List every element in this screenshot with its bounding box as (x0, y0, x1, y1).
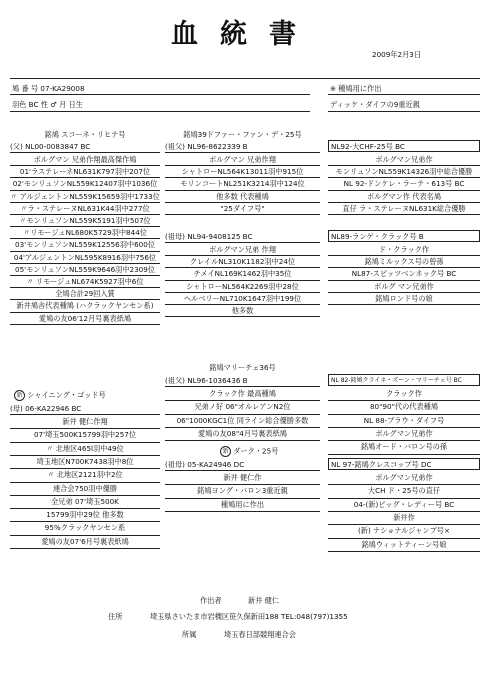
divider (10, 177, 160, 178)
record-line: NL 88-ブラウ・ダイフ号 (363, 415, 445, 425)
divider (165, 177, 320, 178)
record-line: 02'モンリュソンNL559K12407羽中1036位 (12, 179, 158, 189)
record-line: NL87-スピッツベンネック号 BC (351, 269, 457, 279)
new-badge-icon: 新 (220, 446, 231, 457)
divider (10, 165, 160, 166)
divider (10, 521, 160, 522)
record-line: 新井鳩舎代表種鳩 (ハクラックヤンセン系) (16, 301, 154, 311)
divider (165, 255, 320, 256)
record-line: モンリュソンNL559K14326羽中総合優勝 (335, 167, 473, 177)
record-line: NL 92-ドンケレ・ラーテ・613号 BC (343, 179, 465, 189)
sire-name: 銘鳩 スコーネ・リヒテ号 (44, 130, 126, 139)
dam-sire-ring: (祖父) NL96-1036436 B (165, 376, 248, 385)
org-label: 所属 (182, 630, 197, 639)
divider (10, 535, 160, 536)
divider (328, 498, 480, 499)
divider (328, 292, 480, 293)
record-line: 〃 リモージュNL674K5927羽中6位 (26, 277, 144, 286)
record-line: 04-(新)ビッグ・レディー号 BC (353, 499, 455, 509)
divider (10, 455, 160, 456)
divider (328, 414, 480, 415)
divider (165, 165, 320, 166)
divider (165, 242, 320, 243)
divider (165, 304, 320, 305)
record-line: 05'モンリュソンNL559K9646羽中2309位 (15, 264, 155, 274)
record-line: ボルグマン兄弟作 (375, 473, 433, 482)
record-line: 銘鳩ヨング・バロン3重近親 (197, 486, 288, 496)
record-line: シャトローNL564K2269羽中28位 (186, 281, 299, 291)
record-line: 〃ラ・ステレーヌNL631K44羽中277位 (20, 203, 150, 213)
divider (10, 78, 480, 79)
record-line: 全兄弟 07'埼玉500K (51, 496, 119, 506)
divider (10, 251, 160, 252)
divider (165, 152, 320, 153)
record-line: 銘鳩ロンド号の娘 (375, 293, 433, 303)
dam-dam-name-row (220, 446, 278, 457)
record-line: ド・クラック作 (378, 245, 430, 254)
record-line: 兄弟ノ好 06"オルレアンN2位 (194, 402, 291, 412)
divider (165, 427, 320, 428)
ggp3-ring: NL 82-銘鳩クライネ・ズーン・マリーチェ号 BC (331, 377, 462, 384)
document-title: 血統書 (171, 19, 318, 50)
divider (328, 190, 480, 191)
record-line: 大CH ド・25号の直仔 (367, 486, 441, 496)
record-line: 新井 健仁作翔 (62, 417, 108, 426)
divider (328, 400, 480, 401)
record-line: 直仔 ラ・ステレーヌNL631K総合優勝 (342, 203, 466, 213)
dam-name: シャイニング・ゴッド号 (27, 390, 106, 400)
divider (165, 386, 320, 387)
divider (10, 94, 310, 95)
sire-sire-ring: (祖父) NL96-8622339 B (165, 142, 248, 151)
record-line: 全鳩合計29回入賞 (55, 289, 115, 299)
ggp1-ring: NL92-大CHF-25号 BC (331, 142, 405, 151)
dam-dam-name: ダーク・25号 (233, 446, 279, 456)
record-line: 15799羽中29位 他多数 (46, 510, 124, 520)
record-line: ボルグマン兄弟作 (375, 155, 433, 164)
sire-dam-ring: (祖母) NL94-9408125 BC (165, 232, 253, 241)
divider (328, 524, 480, 525)
record-line: ボルグマン 兄弟作翔 (209, 155, 276, 164)
author-label: 作出者 (200, 596, 222, 605)
divider (10, 202, 160, 203)
record-line: モリンコートNL251K3214羽中124位 (180, 179, 305, 189)
record-line: 80"90"代の代表種鳩 (369, 402, 439, 412)
record-line: 06"1000KGC1位 同ライン総合優勝多数 (176, 415, 309, 425)
record-line: 埼玉地区N700K7438羽中8位 (36, 456, 134, 466)
divider (10, 468, 160, 469)
record-line: ボルグ マン兄弟作 (374, 281, 434, 291)
address: 埼玉県さいたま市岩槻区笹久保新田188 TEL:048(797)1355 (150, 612, 348, 621)
divider (10, 275, 160, 276)
divider (10, 414, 160, 415)
divider (165, 414, 320, 415)
record-line: ボルグマン 兄弟作翔最高傑作鳩 (33, 155, 137, 164)
dam-sire-name: 銘鳩マリーチェ36号 (209, 363, 276, 372)
ring-number: 鳩 番 号 07-KA29008 (12, 84, 85, 93)
record-line: ヘルベリーNL710K1647羽中199位 (183, 293, 302, 303)
address-label: 住所 (108, 612, 123, 621)
record-line: 愛鳩の友07'6月号裏表紙鳩 (41, 536, 129, 546)
sire-ring: (父) NL00-0083847 BC (10, 142, 91, 151)
dam-ring: (母) 06-KA22946 BC (10, 404, 82, 413)
record-line: 07'埼玉500K15799羽中257位 (33, 430, 137, 440)
divider (165, 400, 320, 401)
record-line: ボルグマン兄弟 作翔 (209, 245, 276, 254)
divider (328, 551, 480, 552)
record-line: (新) ナショナルジャンプ号× (357, 526, 450, 536)
divider (10, 287, 160, 288)
record-line: 95%クラックヤンセン系 (44, 523, 126, 533)
breeding-note-mark: ※ 種鳩用に作出 (330, 84, 382, 93)
divider (165, 316, 320, 317)
divider (328, 214, 480, 215)
divider (328, 538, 480, 539)
record-line: 種鳩用に作出 (220, 499, 265, 509)
divider (328, 165, 480, 166)
record-line: 〃リモージュNL680K5729羽中844位 (23, 228, 147, 238)
divider (10, 299, 160, 300)
record-line: チメイNL169K1462羽中35位 (193, 269, 292, 279)
record-line: 他多数 代表種鳩 (216, 191, 269, 201)
divider (10, 312, 160, 313)
divider (328, 440, 480, 441)
divider (10, 226, 160, 227)
divider (165, 292, 320, 293)
record-line: 04'アルジェントンNL595K8916羽中756位 (13, 252, 157, 262)
divider (165, 440, 320, 441)
color-sex: 羽色 BC 性 ♂ 月 日生 (12, 100, 83, 109)
new-badge-icon: 新 (14, 390, 25, 401)
divider (10, 324, 160, 325)
record-line: 〃 北地区2121羽中2位 (47, 470, 123, 480)
divider (328, 177, 480, 178)
divider (328, 255, 480, 256)
divider (328, 484, 480, 485)
divider (10, 214, 160, 215)
divider (328, 202, 480, 203)
record-line: 他多数 (231, 306, 254, 315)
record-line: ボルグマン作 代表名鳩 (366, 191, 442, 201)
divider (165, 511, 320, 512)
record-line: 愛鳩の友08"4月号裏表紙鳩 (198, 428, 287, 438)
divider (10, 263, 160, 264)
record-line: クラック作 (386, 389, 422, 398)
divider (328, 454, 480, 455)
issue-date: 2009年2月3日 (372, 50, 422, 59)
divider (165, 202, 320, 203)
divider (10, 428, 160, 429)
author-name: 新井 健仁 (248, 596, 280, 605)
divider (165, 484, 320, 485)
divider (328, 94, 480, 95)
organization: 埼玉春日部競翔連合会 (224, 630, 296, 639)
ggp4-ring: NL 97-銘鳩クレスコップ号 DC (331, 460, 432, 469)
record-line: 新井 健仁作 (223, 473, 262, 482)
record-line: 愛鳩の友06'12月号裏表紙鳩 (38, 313, 132, 323)
record-line: クレイルNL310K1182羽中24位 (189, 257, 296, 267)
record-line: 銘鳩ウィットティーン号娘 (361, 539, 447, 549)
divider (165, 214, 320, 215)
record-line: ボルグマン兄弟作 (375, 428, 433, 438)
divider (10, 238, 160, 239)
record-line: 01'ラステレーネNL631K797羽中207位 (19, 167, 151, 177)
divider (328, 280, 480, 281)
record-line: 新井作 (393, 512, 415, 522)
divider (10, 495, 160, 496)
divider (328, 267, 480, 268)
divider (328, 511, 480, 512)
dam-name-row (14, 390, 106, 401)
divider (165, 267, 320, 268)
record-line: 銘鳩ミルックス号の曾孫 (364, 257, 444, 267)
divider (165, 498, 320, 499)
record-line: 〃 北地区465l羽中49位 (46, 443, 124, 453)
sire-sire-name: 銘鳩39ドファー・ファン・デ・25号 (183, 130, 302, 139)
divider (10, 442, 160, 443)
divider (165, 190, 320, 191)
dam-dam-ring: (祖母) 05-KA24946 DC (165, 460, 245, 469)
record-line: "25ダイフ号" (220, 203, 265, 213)
divider (10, 152, 160, 153)
record-line: 〃 アルジェントンNL559K15659羽中1733位 (10, 191, 160, 201)
divider (328, 427, 480, 428)
divider (328, 304, 480, 305)
divider (10, 548, 160, 549)
record-line: シャトローNL564K13011羽中915位 (181, 167, 304, 177)
divider (165, 280, 320, 281)
divider (10, 111, 310, 112)
record-line: 03'モンリュソンNL559K12556羽中600位 (15, 240, 155, 250)
divider (165, 470, 320, 471)
record-line: クラック作 最高種鳩 (209, 389, 276, 398)
ggp2-ring: NL89-ランゲ・クラック号 B (331, 232, 424, 241)
divider (10, 508, 160, 509)
divider (10, 482, 160, 483)
record-line: 銘鳩オード・バロン号の孫 (360, 442, 448, 452)
record-line: 〃モンリュソンNL559K5191羽中507位 (19, 216, 151, 225)
record-line: 連合会750羽中優勝 (52, 483, 118, 493)
divider (328, 111, 480, 112)
divider (10, 190, 160, 191)
inbreeding-note: ディッケ・ダイフの9重近親 (330, 100, 420, 109)
